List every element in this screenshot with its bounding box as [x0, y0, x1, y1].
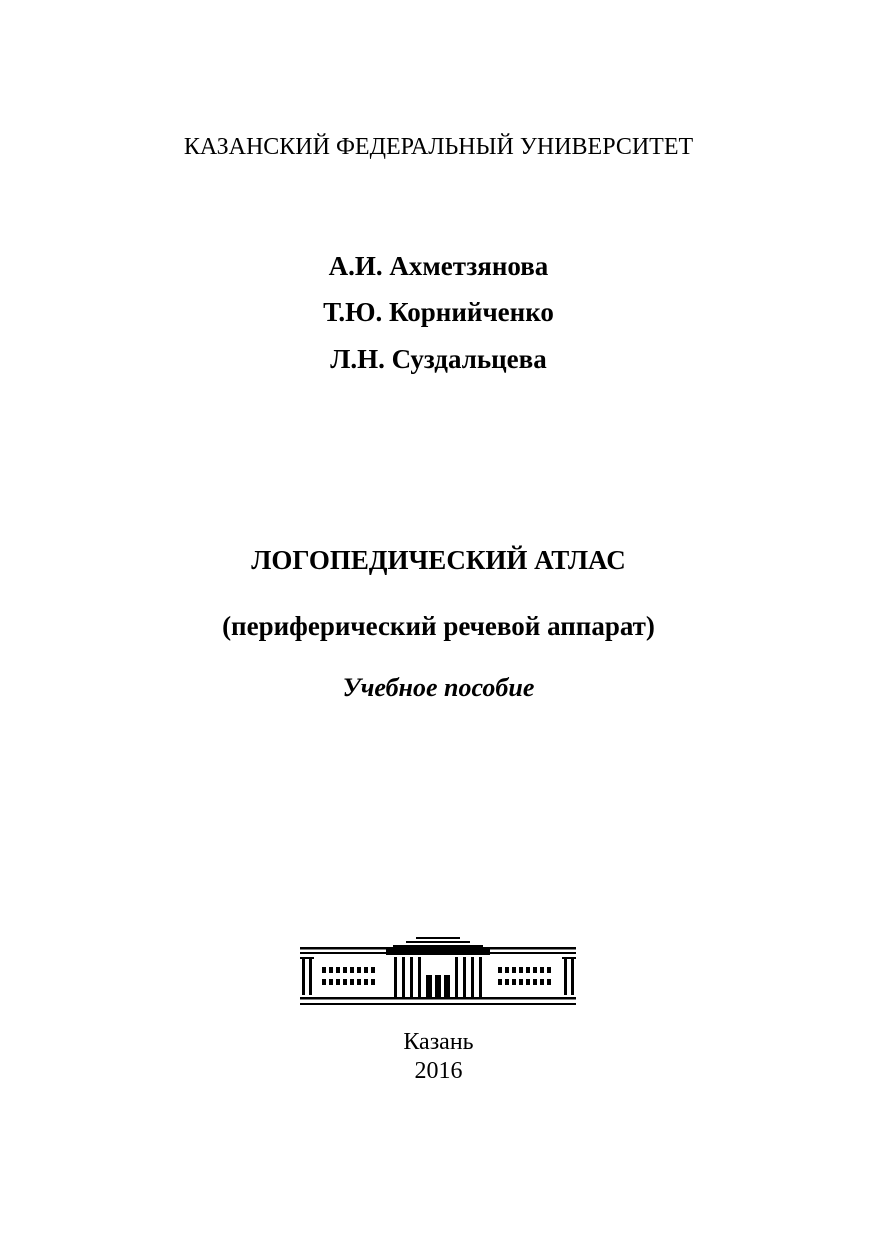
publication-city: Казань — [403, 1029, 474, 1055]
author-2: Т.Ю. Корнийченко — [323, 297, 554, 327]
book-title: ЛОГОПЕДИЧЕСКИЙ АТЛАС — [251, 545, 626, 575]
book-genre: Учебное пособие — [342, 673, 535, 702]
author-3: Л.Н. Суздальцева — [330, 344, 547, 374]
author-1: А.И. Ахметзянова — [328, 251, 549, 281]
book-subtitle: (периферический речевой аппарат) — [222, 611, 655, 641]
university-building-icon — [298, 935, 578, 1009]
university-name: КАЗАНСКИЙ ФЕДЕРАЛЬНЫЙ УНИВЕРСИТЕТ — [183, 134, 694, 160]
publication-year: 2016 — [414, 1058, 463, 1084]
